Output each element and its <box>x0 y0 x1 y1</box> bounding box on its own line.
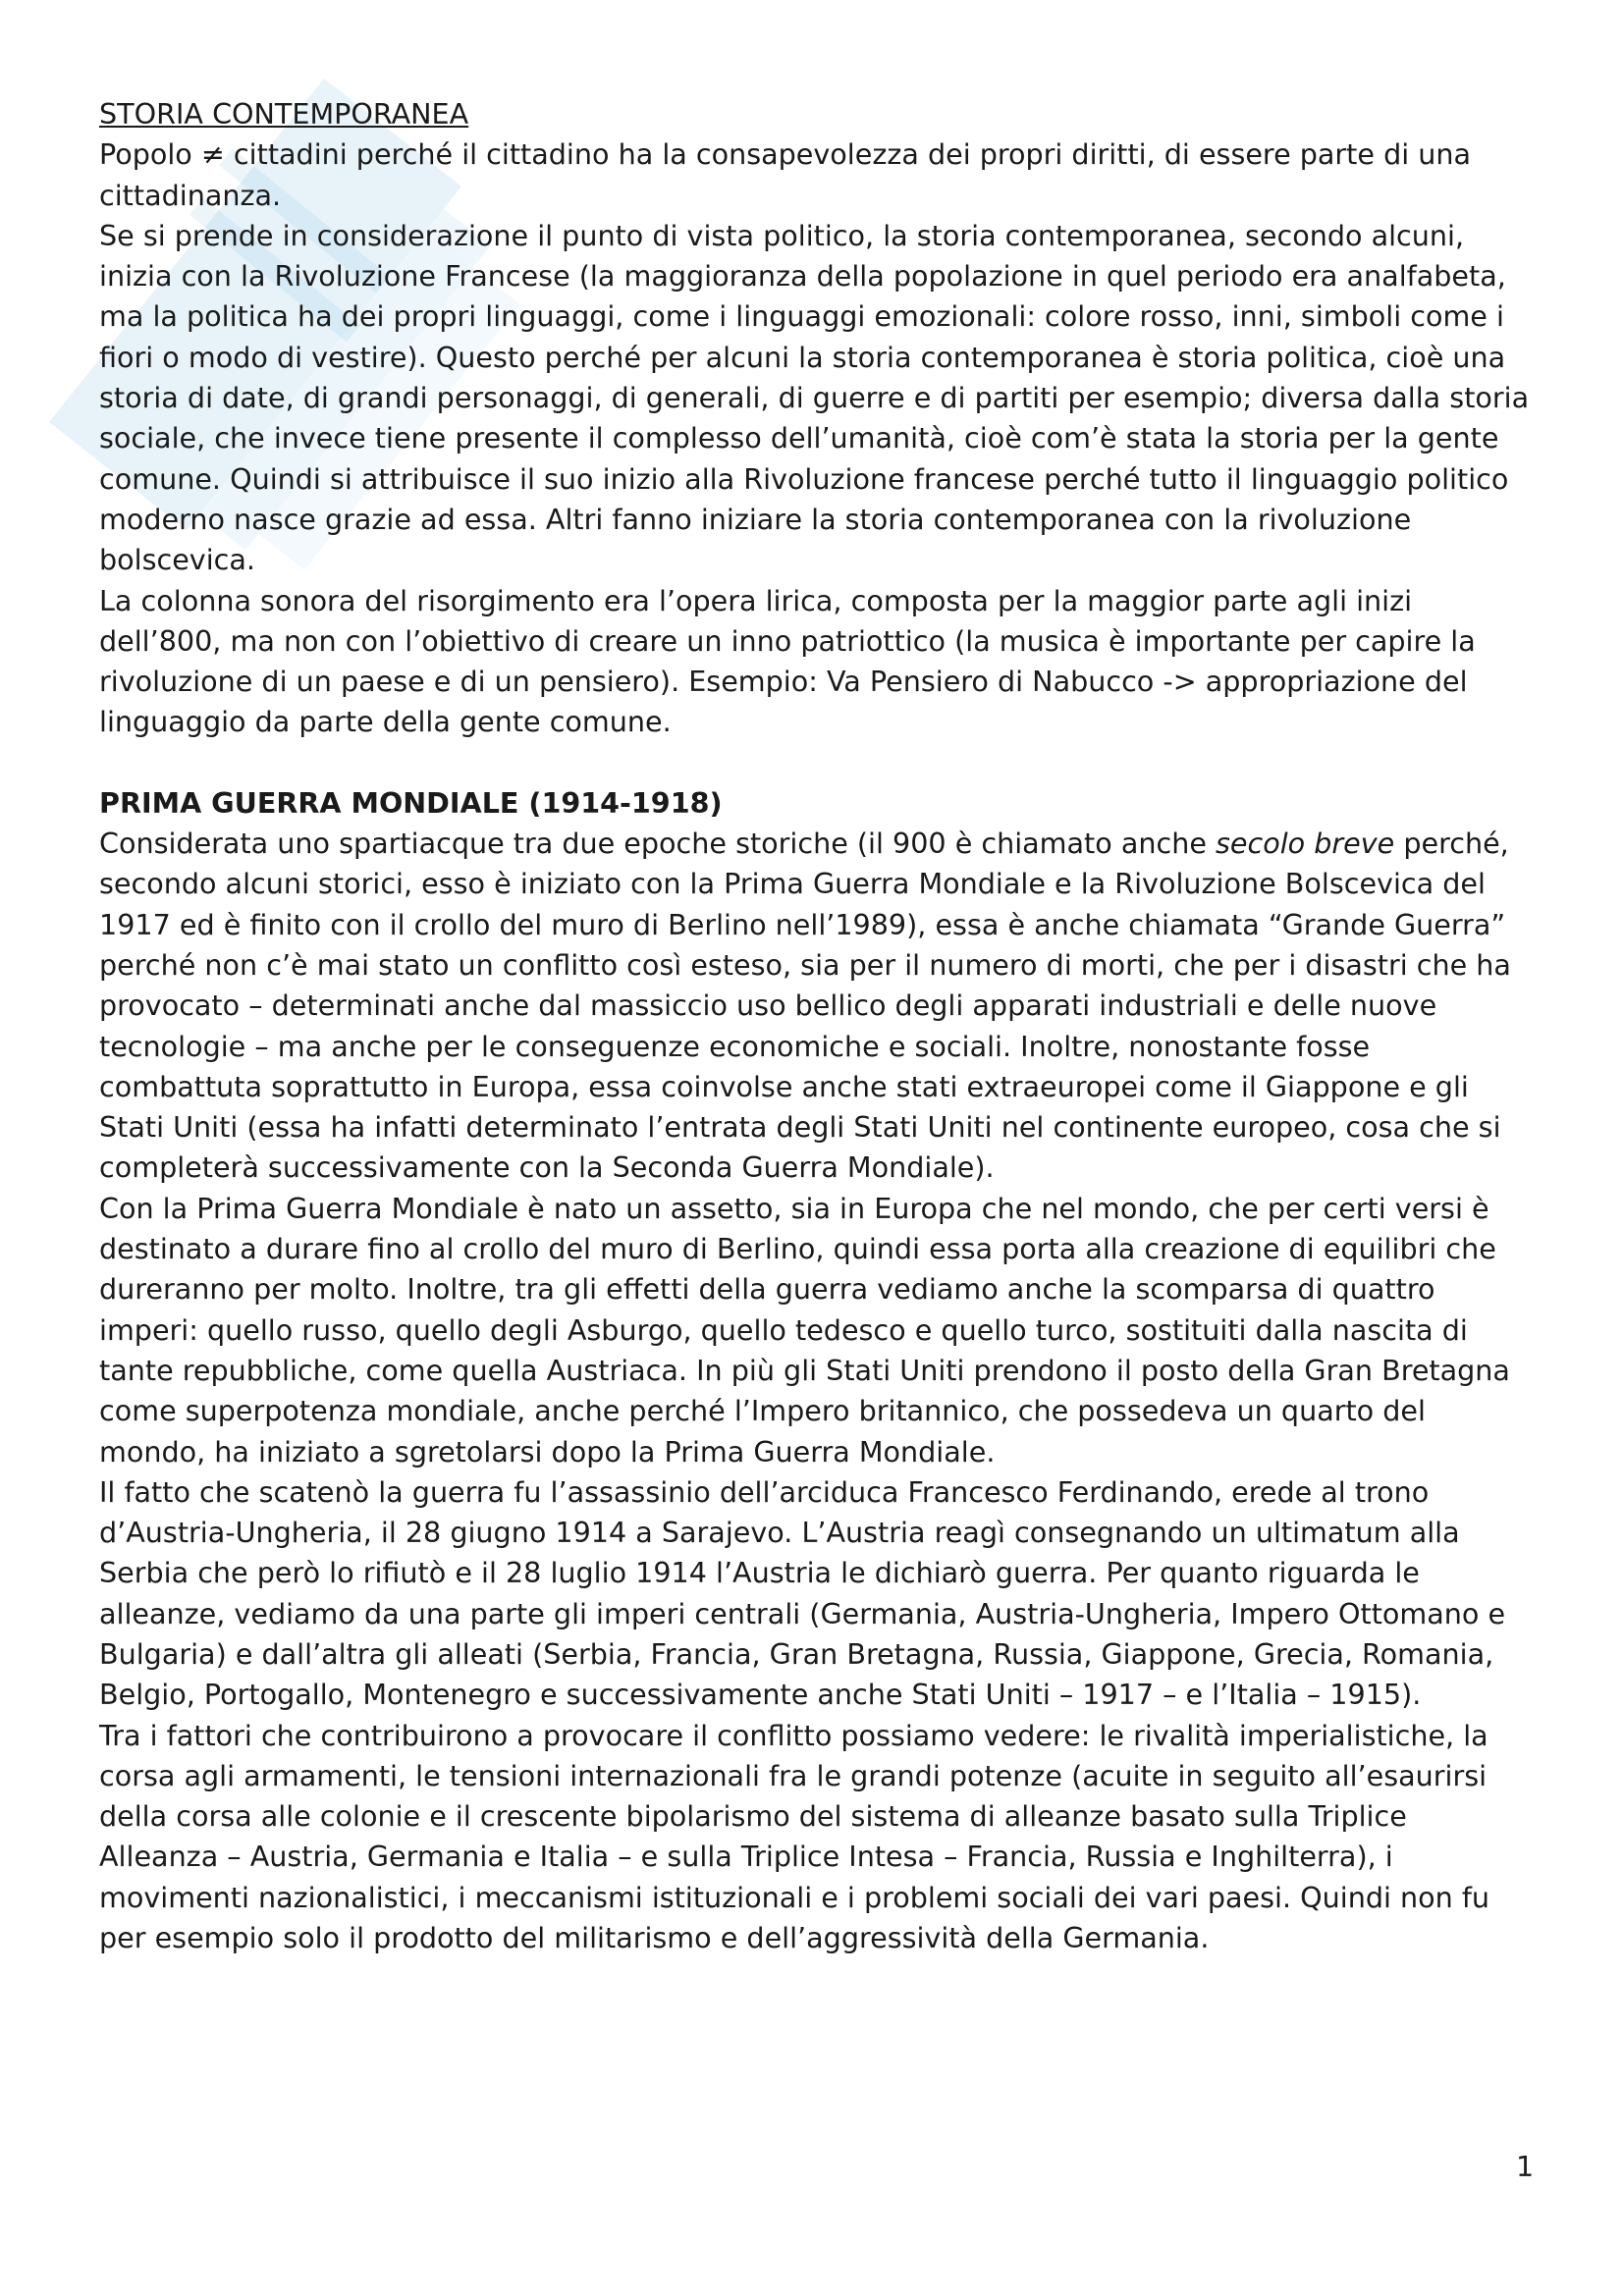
section-paragraph-text: perché, secondo alcuni storici, esso è iniziato con la Prima Guerra Mondiale e la Rivoluzione Bolscevica del 1917 ed è finito con il crollo del muro di Berlino nell’1989), essa è anche chiamata “Grande Guerra” perché non c’è mai stato un conflitto così esteso, sia per il numero di morti, che per i disastri che ha provocato – determinati anche dal massiccio uso bellico degli apparati industriali e delle nuove tecnologie – ma anche per le conseguenze economiche e sociali. Inoltre, nonostante fosse combattuta soprattutto in Europa, essa coinvolse anche stati extraeuropei come il Giappone e gli Stati Uniti (essa ha infatti determinato l’entrata degli Stati Uniti nel continente europeo, cosa che si completerà successivamente con la Seconda Guerra Mondiale). <box>99 827 1511 1185</box>
section-paragraph: Tra i fattori che contribuirono a provocare il conflitto possiamo vedere: le rivalità imperialistiche, la corsa agli armamenti, le tensioni internazionali fra le grandi potenze (acuite in seguito all’esaurirsi della corsa alle colonie e il crescente bipolarismo del sistema di alleanze basato sulla Triplice Alleanza – Austria, Germania e Italia – e sulla Triplice Intesa – Francia, Russia e Inghilterra), i movimenti nazionalistici, i meccanismi istituzionali e i problemi sociali dei vari paesi. Quindi non fu per esempio solo il prodotto del militarismo e dell’aggressività della Germania. <box>99 1718 1490 1955</box>
intro-paragraph: La colonna sonora del risorgimento era l’opera lirica, composta per la maggior parte agli inizi dell’800, ma non con l’obiettivo di creare un inno patriottico (la musica è importante per capire la rivoluzione di un paese e di un pensiero). Esempio: Va Pensiero di Nabucco -> appropriazione del linguaggio da parte della gente comune. <box>99 583 1476 739</box>
intro-paragraph: Popolo ≠ cittadini perché il cittadino ha la consapevolezza dei propri diritti, di essere parte di una cittadinanza. <box>99 137 1472 212</box>
paragraph-spacer <box>99 743 1533 783</box>
emphasized-term: secolo breve <box>1216 827 1395 861</box>
section-heading: PRIMA GUERRA MONDIALE (1914-1918) <box>99 785 723 820</box>
page-number: 1 <box>1516 2150 1535 2183</box>
section-paragraph <box>99 824 1533 1189</box>
page-body <box>99 94 1533 1958</box>
section-paragraph-text: Considerata uno spartiacque tra due epoche storiche (il 900 è chiamato anche <box>99 827 1217 861</box>
intro-paragraph: Se si prende in considerazione il punto di vista politico, la storia contemporanea, secondo alcuni, inizia con la Rivoluzione Francese (la maggioranza della popolazione in quel periodo era analfabeta, ma la politica ha dei propri linguaggi, come i linguaggi emozionali: colore rosso, inni, simboli come i fiori o modo di vestire). Questo perché per alcuni la storia contemporanea è storia politica, cioè una storia di date, di grandi personaggi, di generali, di guerre e di partiti per esempio; diversa dalla storia sociale, che invece tiene presente il complesso dell’umanità, cioè com’è stata la storia per la gente comune. Quindi si attribuisce il suo inizio alla Rivoluzione francese perché tutto il linguaggio politico moderno nasce grazie ad essa. Altri fanno iniziare la storia contemporanea con la rivoluzione bolscevica. <box>99 218 1530 577</box>
section-paragraph: Con la Prima Guerra Mondiale è nato un assetto, sia in Europa che nel mondo, che per certi versi è destinato a durare fino al crollo del muro di Berlino, quindi essa porta alla creazione di equilibri che dureranno per molto. Inoltre, tra gli effetti della guerra vediamo anche la scomparsa di quattro imperi: quello russo, quello degli Asburgo, quello tedesco e quello turco, sostituiti dalla nascita di tante repubbliche, come quella Austriaca. In più gli Stati Uniti prendono il posto della Gran Bretagna come superpotenza mondiale, anche perché l’Impero britannico, che possedeva un quarto del mondo, ha iniziato a sgretolarsi dopo la Prima Guerra Mondiale. <box>99 1191 1510 1468</box>
document-title: STORIA CONTEMPORANEA <box>99 97 469 131</box>
section-paragraph: Il fatto che scatenò la guerra fu l’assassinio dell’arciduca Francesco Ferdinando, erede al trono d’Austria-Ungheria, il 28 giugno 1914 a Sarajevo. L’Austria reagì consegnando un ultimatum alla Serbia che però lo rifiutò e il 28 luglio 1914 l’Austria le dichiarò guerra. Per quanto riguarda le alleanze, vediamo da una parte gli imperi centrali (Germania, Austria-Ungheria, Impero Ottomano e Bulgaria) e dall’altra gli alleati (Serbia, Francia, Gran Bretagna, Russia, Giappone, Grecia, Romania, Belgio, Portogallo, Montenegro e successivamente anche Stati Uniti – 1917 – e l’Italia – 1915). <box>99 1474 1506 1712</box>
